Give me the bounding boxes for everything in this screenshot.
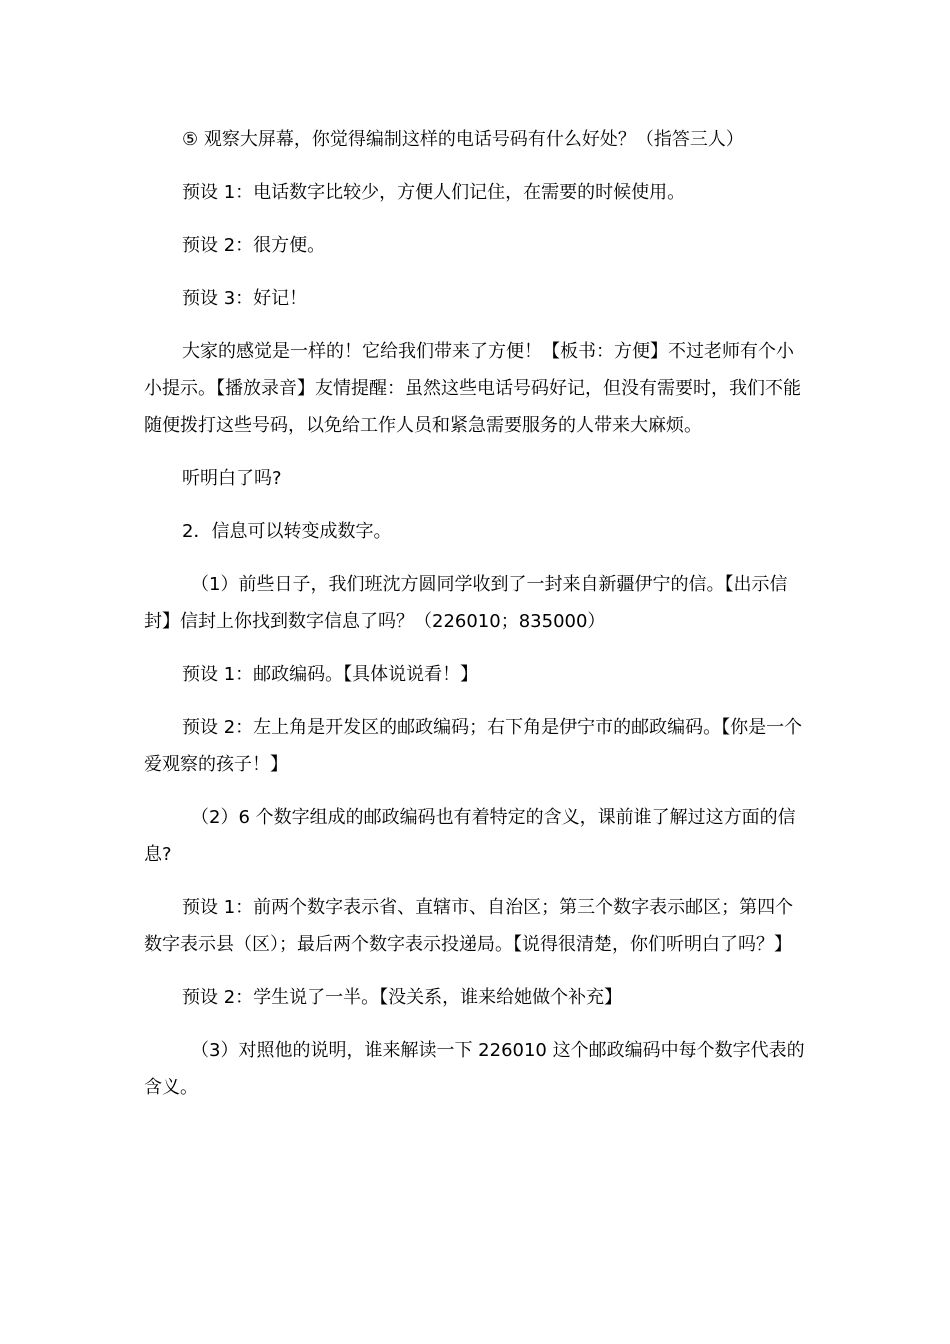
paragraph-understood: 听明白了吗? [182, 468, 282, 489]
paragraph-teacher-summary: 大家的感觉是一样的！它给我们带来了方便！【板书：方便】不过老师有个小小提示。【播放录音】友情提醒：虽然这些电话号码好记，但没有需要时，我们不能随便拨打这些号码，以免给工作人员和紧急需要服务的人带来大麻烦。 [144, 341, 801, 436]
paragraph-item-1-preset-2: 预设 2：左上角是开发区的邮政编码；右下角是伊宁市的邮政编码。【你是一个爱观察的孩子！】 [144, 717, 803, 775]
paragraph-item-2-preset-2: 预设 2：学生说了一半。【没关系，谁来给她做个补充】 [182, 987, 623, 1008]
paragraph-preset-2: 预设 2：很方便。 [182, 235, 326, 256]
paragraph-item-1-preset-1: 预设 1：邮政编码。【具体说说看！】 [182, 664, 479, 685]
paragraph-question-5: ⑤ 观察大屏幕，你觉得编制这样的电话号码有什么好处？（指答三人） [182, 129, 744, 150]
paragraph-item-2: （2）6 个数字组成的邮政编码也有着特定的含义，课前谁了解过这方面的信息? [144, 807, 796, 865]
document-body [144, 121, 808, 1122]
paragraph-item-2-preset-1: 预设 1：前两个数字表示省、直辖市、自治区；第三个数字表示邮区；第四个数字表示县（区）；最后两个数字表示投递局。【说得很清楚，你们听明白了吗？】 [144, 897, 794, 955]
section-heading-2: 2．信息可以转变成数字。 [182, 521, 392, 542]
paragraph-preset-1: 预设 1：电话数字比较少，方便人们记住，在需要的时候使用。 [182, 182, 686, 203]
paragraph-item-1: （1）前些日子，我们班沈方圆同学收到了一封来自新疆伊宁的信。【出示信封】信封上你找到数字信息了吗？（226010；835000） [144, 574, 788, 632]
paragraph-item-3: （3）对照他的说明，谁来解读一下 226010 这个邮政编码中每个数字代表的含义。 [144, 1040, 805, 1098]
paragraph-preset-3: 预设 3：好记！ [182, 288, 308, 309]
